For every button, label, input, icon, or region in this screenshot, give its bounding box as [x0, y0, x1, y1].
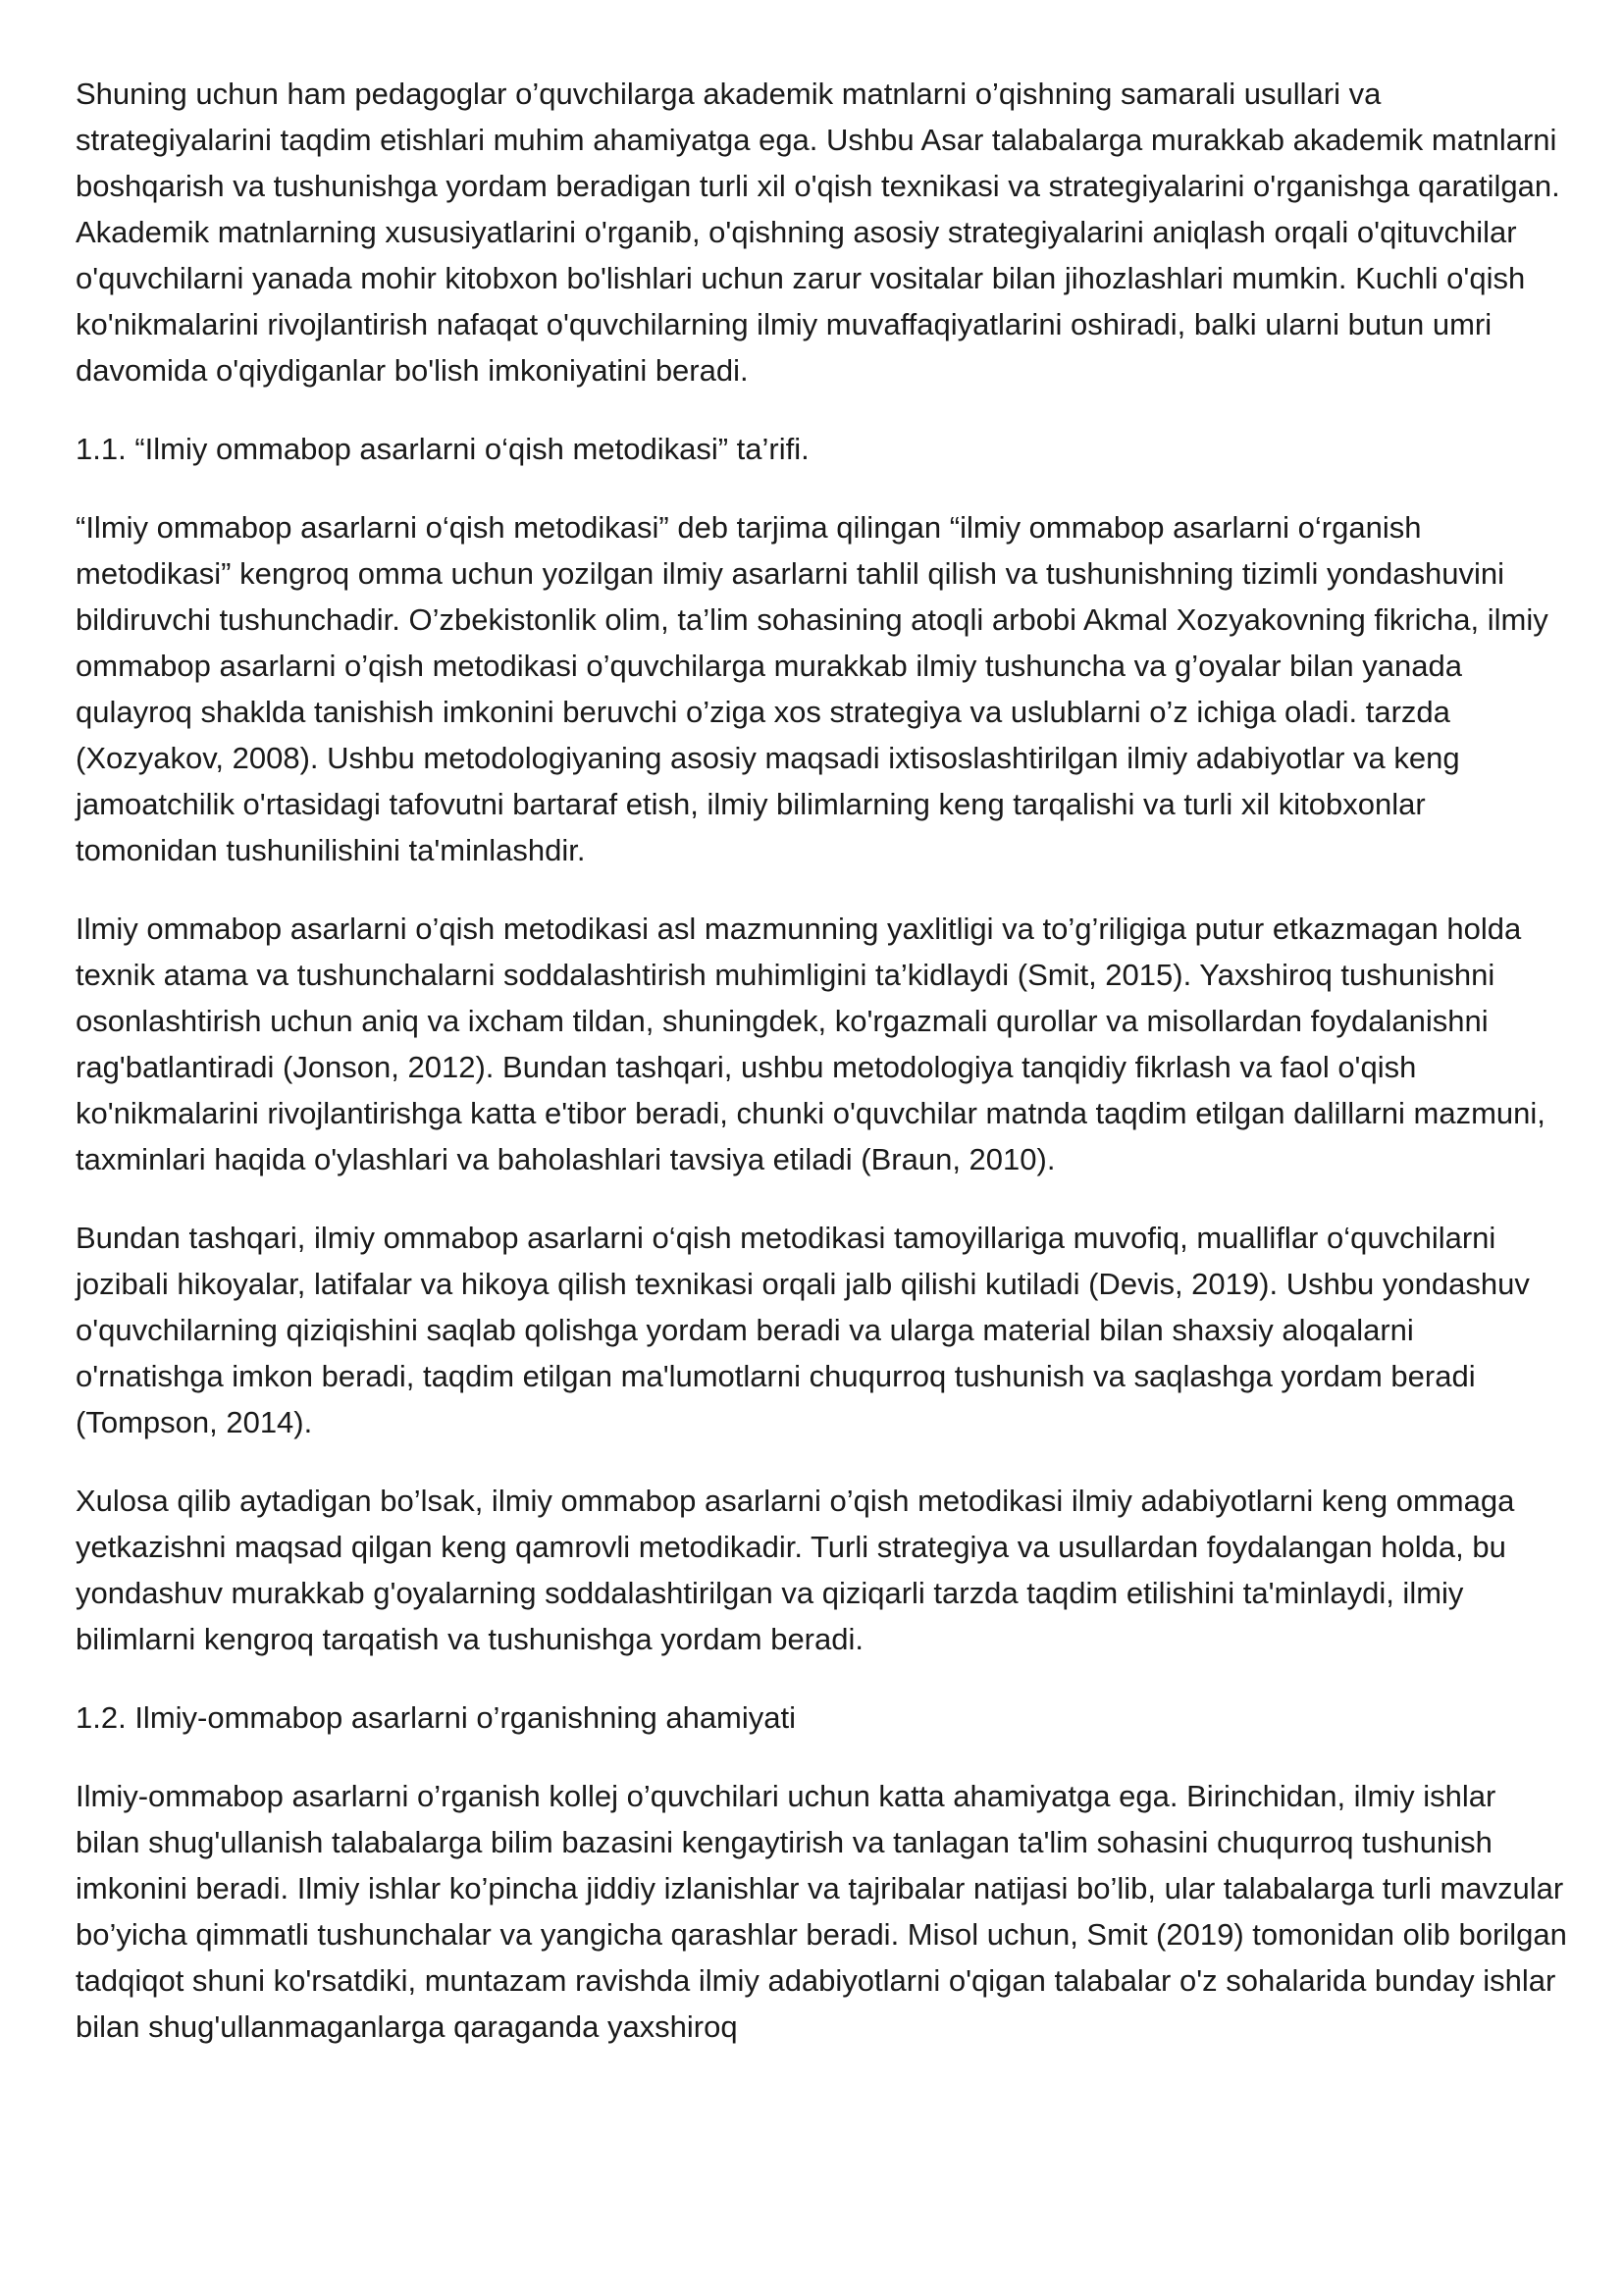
paragraph: Xulosa qilib aytadigan bo’lsak, ilmiy ommabop asarlarni o’qish metodikasi ilmiy adabiyotlarni keng ommaga yetkazishni maqsad qilgan keng qamrovli metodikadir. Turli strategiya va usullardan foydalangan holda, bu yondashuv murakkab g'oyalarning soddalashtirilgan va qiziqarli tarzda taqdim etilishini ta'minlaydi, ilmiy bilimlarni kengroq tarqatish va tushunishga yordam beradi. [76, 1484, 1515, 1656]
section-heading: 1.1. “Ilmiy ommabop asarlarni o‘qish metodikasi” ta’rifi. [76, 432, 810, 466]
paragraph: Bundan tashqari, ilmiy ommabop asarlarni o‘qish metodikasi tamoyillariga muvofiq, mualliflar o‘quvchilarni jozibali hikoyalar, latifalar va hikoya qilish texnikasi orqali jalb qilishi kutiladi (Devis, 2019). Ushbu yondashuv o'quvchilarning qiziqishini saqlab qolishga yordam beradi va ularga material bilan shaxsiy aloqalarni o'rnatishga imkon beradi, taqdim etilgan ma'lumotlarni chuqurroq tushunish va saqlashga yordam beradi (Tompson, 2014). [76, 1221, 1530, 1439]
paragraph: Ilmiy ommabop asarlarni o’qish metodikasi asl mazmunning yaxlitligi va to’g’riligiga putur etkazmagan holda texnik atama va tushunchalarni soddalashtirish muhimligini ta’kidlaydi (Smit, 2015). Yaxshiroq tushunishni osonlashtirish uchun aniq va ixcham tildan, shuningdek, ko'rgazmali qurollar va misollardan foydalanishni rag'batlantiradi (Jonson, 2012). Bundan tashqari, ushbu metodologiya tanqidiy fikrlash va faol o'qish ko'nikmalarini rivojlantirishga katta e'tibor beradi, chunki o'quvchilar matnda taqdim etilgan dalillarni mazmuni, taxminlari haqida o'ylashlari va baholashlari tavsiya etiladi (Braun, 2010). [76, 912, 1545, 1176]
paragraph: Ilmiy-ommabop asarlarni o’rganish kollej o’quvchilari uchun katta ahamiyatga ega. Birinchidan, ilmiy ishlar bilan shug'ullanish talabalarga bilim bazasini kengaytirish va tanlagan ta'lim sohasini chuqurroq tushunish imkonini beradi. Ilmiy ishlar ko’pincha jiddiy izlanishlar va tajribalar natijasi bo’lib, ular talabalarga turli mavzular bo’yicha qimmatli tushunchalar va yangicha qarashlar beradi. Misol uchun, Smit (2019) tomonidan olib borilgan tadqiqot shuni ko'rsatdiki, muntazam ravishda ilmiy adabiyotlarni o'qigan talabalar o'z sohalarida bunday ishlar bilan shug'ullanmaganlarga qaraganda yaxshiroq [76, 1779, 1567, 2044]
section-heading: 1.2. Ilmiy-ommabop asarlarni o’rganishning ahamiyati [76, 1700, 797, 1735]
paragraph: “Ilmiy ommabop asarlarni o‘qish metodikasi” deb tarjima qilingan “ilmiy ommabop asarlarni o‘rganish metodikasi” kengroq omma uchun yozilgan ilmiy asarlarni tahlil qilish va tushunishning tizimli yondashuvini bildiruvchi tushunchadir. O’zbekistonlik olim, ta’lim sohasining atoqli arbobi Akmal Xozyakovning fikricha, ilmiy ommabop asarlarni o’qish metodikasi o’quvchilarga murakkab ilmiy tushuncha va g’oyalar bilan yanada qulayroq shaklda tanishish imkonini beruvchi o’ziga xos strategiya va uslublarni o’z ichiga oladi. tarzda (Xozyakov, 2008). Ushbu metodologiyaning asosiy maqsadi ixtisoslashtirilgan ilmiy adabiyotlar va keng jamoatchilik o'rtasidagi tafovutni bartaraf etish, ilmiy bilimlarning keng tarqalishi va turli xil kitobxonlar tomonidan tushunilishini ta'minlashdir. [76, 510, 1548, 867]
paragraph: Shuning uchun ham pedagoglar o’quvchilarga akademik matnlarni o’qishning samarali usullari va strategiyalarini taqdim etishlari muhim ahamiyatga ega. Ushbu Asar talabalarga murakkab akademik matnlarni boshqarish va tushunishga yordam beradigan turli xil o'qish texnikasi va strategiyalarini o'rganishga qaratilgan. Akademik matnlarning xususiyatlarini o'rganib, o'qishning asosiy strategiyalarini aniqlash orqali o'qituvchilar o'quvchilarni yanada mohir kitobxon bo'lishlari uchun zarur vositalar bilan jihozlashlari mumkin. Kuchli o'qish ko'nikmalarini rivojlantirish nafaqat o'quvchilarning ilmiy muvaffaqiyatlarini oshiradi, balki ularni butun umri davomida o'qiydiganlar bo'lish imkoniyatini beradi. [76, 77, 1560, 388]
document-page [76, 71, 1567, 2082]
